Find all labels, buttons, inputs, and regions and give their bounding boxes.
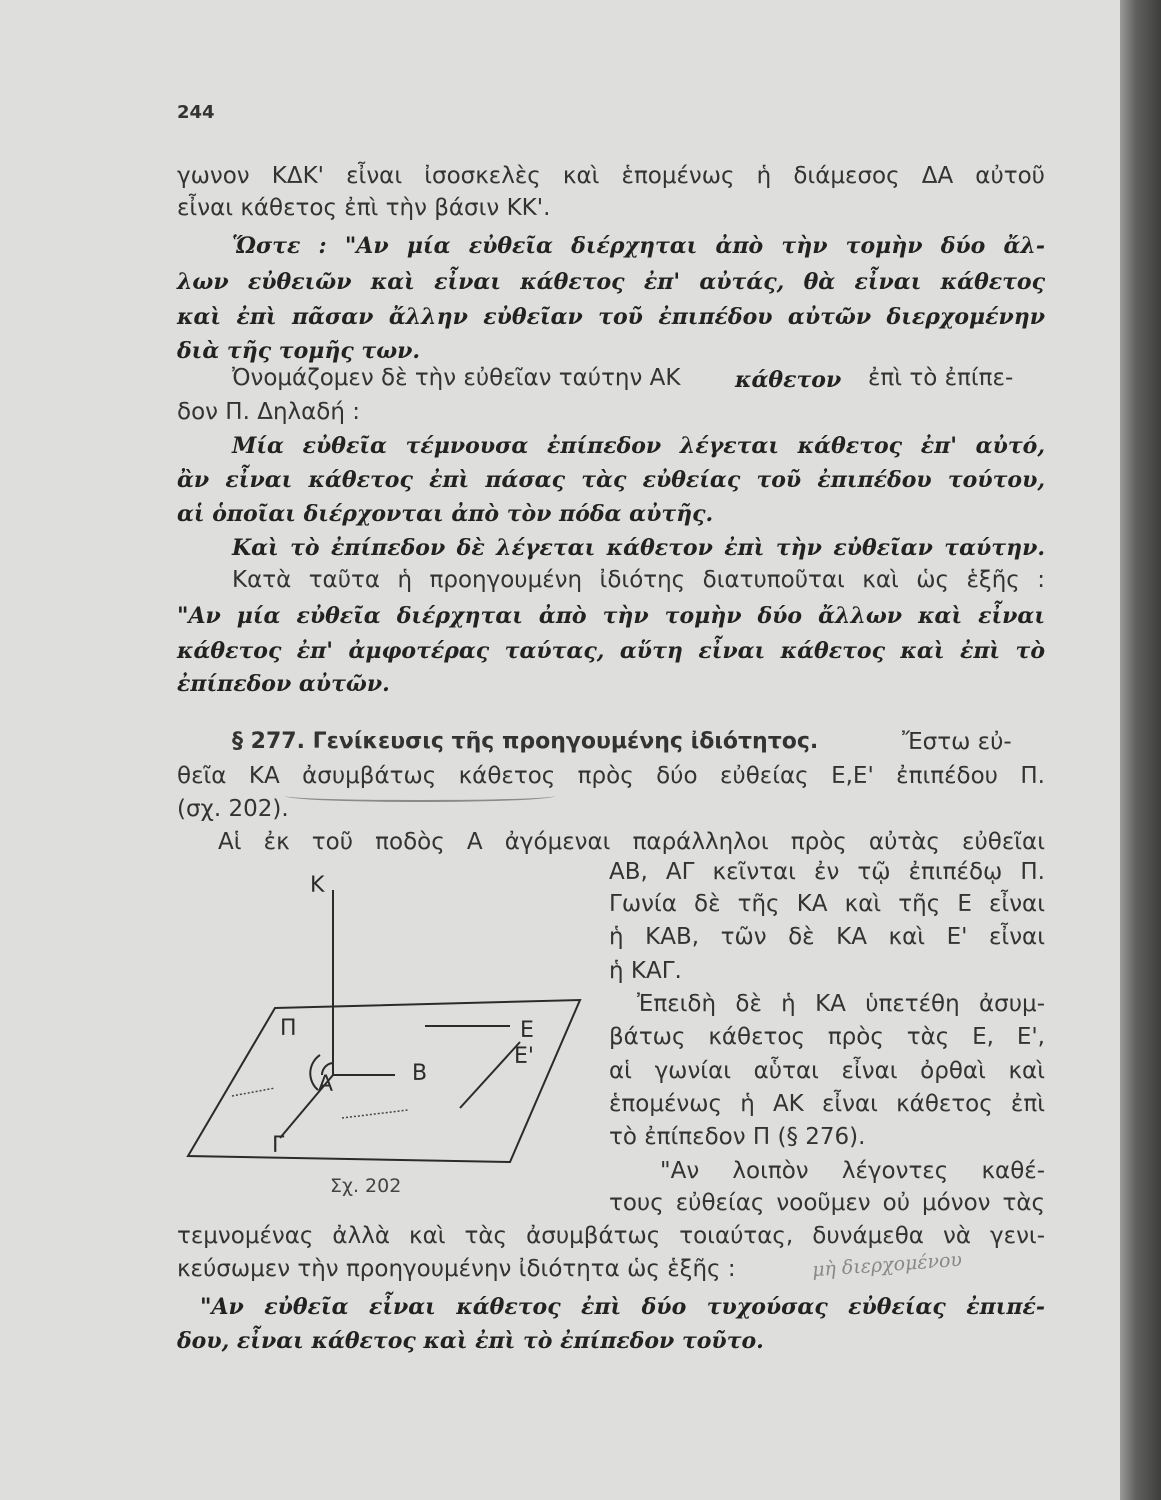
text-line: τὸ ἐπίπεδον Π (§ 276). — [609, 1124, 866, 1150]
text-line: ἐπὶ τὸ ἐπίπε- — [868, 365, 1014, 391]
definition-line: αἱ ὁποῖαι διέρχονται ἀπὸ τὸν πόδα αὐτῆς. — [177, 501, 714, 527]
theorem-line: καὶ ἐπὶ πᾶσαν ἄλλην εὐθεῖαν τοῦ ἐπιπέδου αὐτῶν διερχομένην — [177, 304, 1045, 330]
theorem-line: "Αν μία εὐθεῖα διέρχηται ἀπὸ τὴν τομὴν δύο ἄλλων καὶ εἶναι — [177, 603, 1045, 629]
text-line: Κατὰ ταῦτα ἡ προηγουμένη ἰδιότης διατυποῦται καὶ ὡς ἑξῆς : — [232, 567, 1045, 593]
term-kaheton: κάθετον — [735, 367, 842, 393]
text-line: αἱ γωνίαι αὗται εἶναι ὀρθαὶ καὶ — [609, 1058, 1045, 1084]
text-line: Γωνία δὲ τῆς ΚΑ καὶ τῆς Ε εἶναι — [609, 891, 1045, 917]
figure-202 — [180, 860, 600, 1170]
hatch-bottom — [342, 1110, 408, 1118]
definition-line: Καὶ τὸ ἐπίπεδον δὲ λέγεται κάθετον ἐπὶ τὴν εὐθεῖαν ταύτην. — [232, 535, 1045, 561]
definition-line: Μία εὐθεῖα τέμνουσα ἐπίπεδον λέγεται κάθετος ἐπ' αὐτό, — [232, 433, 1045, 459]
text-line: ἑπομένως ἡ ΑΚ εἶναι κάθετος ἐπὶ — [609, 1091, 1045, 1117]
theorem-line: λων εὐθειῶν καὶ εἶναι κάθετος ἐπ' αὐτάς, θὰ εἶναι κάθετος — [177, 269, 1045, 295]
definition-line: ἂν εἶναι κάθετος ἐπὶ πάσας τὰς εὐθείας τοῦ ἐπιπέδου τούτου, — [177, 467, 1045, 493]
text-line: Αἱ ἐκ τοῦ ποδὸς Α ἀγόμεναι παράλληλοι πρὸς αὐτὰς εὐθεῖαι — [218, 829, 1045, 855]
section-heading: § 277. Γενίκευσις τῆς προηγουμένης ἰδιότητος. — [232, 729, 819, 754]
text-line: ἡ ΚΑΓ. — [609, 958, 682, 984]
text-line: γωνον ΚΔΚ' εἶναι ἰσοσκελὲς καὶ ἑπομένως ἡ διάμεσος ΔΑ αὐτοῦ — [177, 163, 1045, 189]
figure-caption: Σχ. 202 — [330, 1175, 402, 1197]
text-line: Ἔστω εὐ- — [902, 729, 1012, 755]
line-e-prime — [460, 1042, 520, 1108]
text-line: εἶναι κάθετος ἐπὶ τὴν βάσιν ΚΚ'. — [177, 195, 551, 221]
text-line: δον Π. Δηλαδή : — [177, 399, 361, 425]
label-a: Α — [318, 1072, 334, 1097]
theorem-line: δου, εἶναι κάθετος καὶ ἐπὶ τὸ ἐπίπεδον τοῦτο. — [177, 1328, 764, 1354]
text-line: τους εὐθείας νοοῦμεν οὐ μόνον τὰς — [609, 1190, 1045, 1216]
text-line: θεῖα ΚΑ ἀσυμβάτως κάθετος πρὸς δύο εὐθείας Ε,Ε' ἐπιπέδου Π. — [177, 763, 1045, 789]
text-line: τεμνομένας ἀλλὰ καὶ τὰς ἀσυμβάτως τοιαύτας, δυνάμεθα νὰ γενι- — [177, 1223, 1045, 1249]
label-e: Ε — [520, 1018, 534, 1043]
text-line: βάτως κάθετος πρὸς τὰς Ε, Ε', — [609, 1024, 1045, 1050]
label-p: Π — [280, 1016, 297, 1041]
theorem-line: "Αν εὐθεῖα εἶναι κάθετος ἐπὶ δύο τυχούσας εὐθείας ἐπιπέ- — [200, 1294, 1045, 1320]
handwritten-note: μὴ διερχομένου — [811, 1248, 963, 1282]
label-b: Β — [412, 1061, 428, 1086]
label-e-prime: Ε' — [514, 1044, 534, 1069]
label-k: Κ — [310, 873, 325, 898]
theorem-line: διὰ τῆς τομῆς των. — [177, 338, 421, 364]
text-line: ἡ ΚΑΒ, τῶν δὲ ΚΑ καὶ Ε' εἶναι — [609, 924, 1045, 950]
theorem-line: Ὥστε : "Αν μία εὐθεῖα διέρχηται ἀπὸ τὴν τομὴν δύο ἄλ- — [232, 233, 1045, 259]
pencil-underline — [285, 790, 555, 802]
text-line: κεύσωμεν τὴν προηγουμένην ἰδιότητα ὡς ἑξῆς : — [177, 1256, 736, 1282]
page-number: 244 — [177, 102, 215, 123]
hatch-left — [232, 1088, 275, 1096]
theorem-line: κάθετος ἐπ' ἀμφοτέρας ταύτας, αὕτη εἶναι κάθετος καὶ ἐπὶ τὸ — [177, 638, 1045, 664]
book-edge — [1120, 0, 1161, 1500]
text-line: "Αν λοιπὸν λέγοντες καθέ- — [660, 1158, 1045, 1184]
theorem-line: ἐπίπεδον αὐτῶν. — [177, 671, 390, 697]
text-line: (σχ. 202). — [177, 796, 289, 822]
text-line: Ἐπειδὴ δὲ ἡ ΚΑ ὑπετέθη ἀσυμ- — [637, 991, 1045, 1017]
label-g: Γ — [272, 1133, 285, 1158]
text-line: ΑΒ, ΑΓ κεῖνται ἐν τῷ ἐπιπέδῳ Π. — [609, 859, 1045, 885]
text-line: Ὀνομάζομεν δὲ τὴν εὐθεῖαν ταύτην ΑΚ — [232, 365, 681, 391]
